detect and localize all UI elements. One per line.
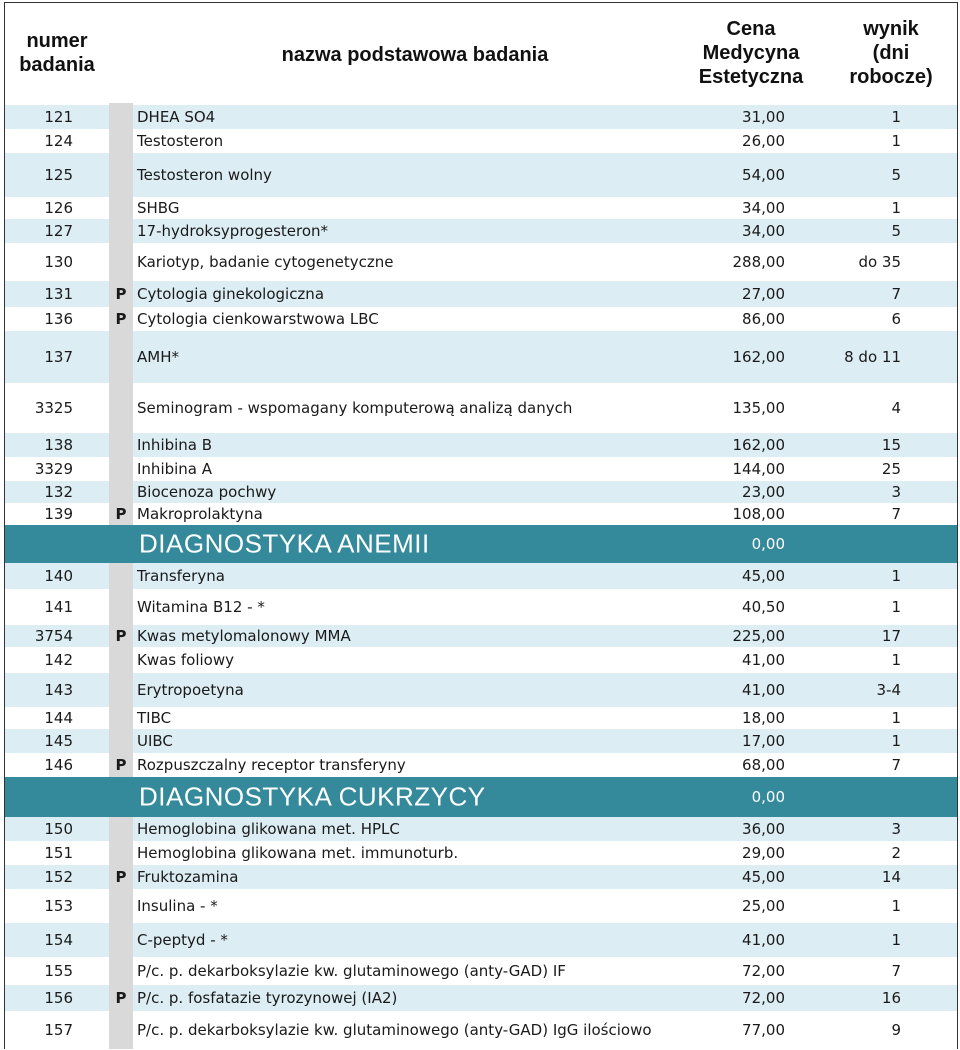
result-days: 1 (891, 567, 901, 585)
test-number: 150 (44, 820, 73, 838)
test-number: 145 (44, 732, 73, 750)
table-row (5, 105, 957, 129)
test-number: 138 (44, 436, 73, 454)
test-price: 144,00 (732, 460, 785, 478)
result-days: 25 (881, 460, 901, 478)
table-row (5, 889, 957, 923)
test-price: 34,00 (742, 199, 785, 217)
test-name: P/c. p. fosfatazie tyrozynowej (IA2) (137, 989, 398, 1007)
test-name: Makroprolaktyna (137, 505, 263, 523)
p-flag: P (115, 505, 127, 523)
test-name: Erytropoetyna (137, 681, 244, 699)
result-days: 4 (891, 399, 901, 417)
table-row (5, 865, 957, 889)
test-price: 72,00 (742, 962, 785, 980)
test-name: Kwas metylomalonowy MMA (137, 627, 351, 645)
test-number: 152 (44, 868, 73, 886)
test-number: 125 (44, 166, 73, 184)
result-days: 6 (891, 310, 901, 328)
test-name: Witamina B12 - * (137, 598, 265, 616)
test-price: 34,00 (742, 222, 785, 240)
test-name: Inhibina A (137, 460, 213, 478)
result-days: 3 (891, 820, 901, 838)
table-row (5, 753, 957, 777)
test-name: Cytologia ginekologiczna (137, 285, 325, 303)
section-header (5, 777, 957, 817)
test-number: 130 (44, 253, 73, 271)
test-price: 41,00 (742, 681, 785, 699)
test-number: 121 (44, 108, 73, 126)
p-flag: P (115, 285, 127, 303)
table-row (5, 1011, 957, 1049)
table-row (5, 673, 957, 707)
section-value: 0,00 (751, 535, 785, 553)
test-number: 137 (44, 348, 73, 366)
table-header (5, 3, 957, 103)
test-name: SHBG (137, 199, 180, 217)
test-price: 27,00 (742, 285, 785, 303)
result-days: 7 (891, 756, 901, 774)
table-row (5, 647, 957, 673)
test-number: 3754 (34, 627, 73, 645)
test-price: 54,00 (742, 166, 785, 184)
table-row (5, 307, 957, 331)
table-row (5, 503, 957, 525)
table-row (5, 625, 957, 647)
result-days: 5 (891, 222, 901, 240)
test-name: Kwas foliowy (137, 651, 234, 669)
test-price: 25,00 (742, 897, 785, 915)
test-name: Testosteron wolny (137, 166, 272, 184)
test-number: 141 (44, 598, 73, 616)
test-price: 288,00 (732, 253, 785, 271)
test-name: Inhibina B (137, 436, 213, 454)
test-price: 162,00 (732, 436, 785, 454)
test-price: 26,00 (742, 132, 785, 150)
test-name: Seminogram - wspomagany komputerową analizą danych (137, 399, 573, 417)
test-price: 17,00 (742, 732, 785, 750)
test-number: 144 (44, 709, 73, 727)
test-name: TIBC (137, 709, 172, 727)
test-price: 162,00 (732, 348, 785, 366)
test-number: 136 (44, 310, 73, 328)
result-days: 7 (891, 505, 901, 523)
test-name: Kariotyp, badanie cytogenetyczne (137, 253, 394, 271)
test-price: 108,00 (732, 505, 785, 523)
p-flag: P (115, 756, 127, 774)
result-days: 14 (881, 868, 901, 886)
test-name: Fruktozamina (137, 868, 239, 886)
result-days: 7 (891, 285, 901, 303)
table-row (5, 129, 957, 153)
test-name: Cytologia cienkowarstwowa LBC (137, 310, 379, 328)
test-number: 3329 (34, 460, 73, 478)
test-price: 45,00 (742, 868, 785, 886)
test-price: 40,50 (742, 598, 785, 616)
table-row (5, 817, 957, 841)
test-number: 157 (44, 1021, 73, 1039)
p-flag: P (115, 310, 127, 328)
test-number: 140 (44, 567, 73, 585)
result-days: 1 (891, 931, 901, 949)
table-row (5, 841, 957, 865)
test-price: 225,00 (732, 627, 785, 645)
result-days: 1 (891, 598, 901, 616)
test-number: 153 (44, 897, 73, 915)
result-days: 1 (891, 709, 901, 727)
test-number: 154 (44, 931, 73, 949)
result-days: 5 (891, 166, 901, 184)
result-days: 1 (891, 732, 901, 750)
section-value: 0,00 (751, 788, 785, 806)
result-days: 17 (881, 627, 901, 645)
test-price: 31,00 (742, 108, 785, 126)
result-days: 1 (891, 132, 901, 150)
table-row (5, 563, 957, 589)
result-days: 7 (891, 962, 901, 980)
result-days: do 35 (858, 253, 901, 271)
test-number: 3325 (34, 399, 73, 417)
table-row (5, 243, 957, 281)
table-row (5, 457, 957, 481)
test-number: 142 (44, 651, 73, 669)
result-days: 1 (891, 651, 901, 669)
test-name: UIBC (137, 732, 173, 750)
test-price: 23,00 (742, 483, 785, 501)
test-number: 126 (44, 199, 73, 217)
table-row (5, 219, 957, 243)
test-name: Biocenoza pochwy (137, 483, 277, 501)
test-price: 29,00 (742, 844, 785, 862)
test-price: 41,00 (742, 931, 785, 949)
test-price: 18,00 (742, 709, 785, 727)
header-price: Cena Medycyna Estetyczna (698, 18, 804, 88)
test-number: 155 (44, 962, 73, 980)
test-name: Insulina - * (137, 897, 218, 915)
test-number: 132 (44, 483, 73, 501)
result-days: 1 (891, 199, 901, 217)
test-price: 86,00 (742, 310, 785, 328)
table-row (5, 589, 957, 625)
table-row (5, 957, 957, 985)
section-title: DIAGNOSTYKA CUKRZYCY (139, 781, 486, 812)
test-name: Rozpuszczalny receptor transferyny (137, 756, 406, 774)
table-row (5, 707, 957, 729)
test-number: 124 (44, 132, 73, 150)
p-flag: P (115, 868, 127, 886)
header-number: numer badania (19, 30, 95, 76)
result-days: 1 (891, 108, 901, 126)
test-name: Transferyna (137, 567, 225, 585)
test-name: Hemoglobina glikowana met. HPLC (137, 820, 400, 838)
table-row (5, 729, 957, 753)
test-number: 156 (44, 989, 73, 1007)
test-number: 127 (44, 222, 73, 240)
table-row (5, 923, 957, 957)
test-price: 135,00 (732, 399, 785, 417)
table-row (5, 331, 957, 383)
table-row (5, 985, 957, 1011)
test-number: 151 (44, 844, 73, 862)
test-name: AMH* (137, 348, 179, 366)
test-name: Testosteron (137, 132, 224, 150)
table-row (5, 197, 957, 219)
test-number: 131 (44, 285, 73, 303)
test-name: C-peptyd - * (137, 931, 228, 949)
result-days: 3-4 (876, 681, 901, 699)
test-price: 72,00 (742, 989, 785, 1007)
result-days: 3 (891, 483, 901, 501)
table-row (5, 433, 957, 457)
result-days: 9 (891, 1021, 901, 1039)
result-days: 1 (891, 897, 901, 915)
result-days: 8 do 11 (844, 348, 901, 366)
test-price: 68,00 (742, 756, 785, 774)
header-result: wynik (dni robocze) (849, 18, 933, 88)
table-row (5, 383, 957, 433)
test-price: 77,00 (742, 1021, 785, 1039)
test-number: 139 (44, 505, 73, 523)
test-price: 36,00 (742, 820, 785, 838)
header-name: nazwa podstawowa badania (281, 44, 549, 66)
test-price: 41,00 (742, 651, 785, 669)
section-title: DIAGNOSTYKA ANEMII (139, 528, 430, 559)
price-table (4, 2, 958, 1049)
test-name: P/c. p. dekarboksylazie kw. glutaminowego (anty-GAD) IgG ilościowo (137, 1021, 652, 1039)
table-row (5, 281, 957, 307)
p-flag: P (115, 627, 127, 645)
p-flag: P (115, 989, 127, 1007)
test-price: 45,00 (742, 567, 785, 585)
test-name: DHEA SO4 (137, 108, 216, 126)
test-name: P/c. p. dekarboksylazie kw. glutaminowego (anty-GAD) IF (137, 962, 566, 980)
result-days: 15 (881, 436, 901, 454)
table-row (5, 481, 957, 503)
test-name: Hemoglobina glikowana met. immunoturb. (137, 844, 459, 862)
section-header (5, 525, 957, 563)
table-row (5, 153, 957, 197)
test-number: 146 (44, 756, 73, 774)
result-days: 16 (881, 989, 901, 1007)
result-days: 2 (891, 844, 901, 862)
test-name: 17-hydroksyprogesteron* (137, 222, 329, 240)
test-number: 143 (44, 681, 73, 699)
